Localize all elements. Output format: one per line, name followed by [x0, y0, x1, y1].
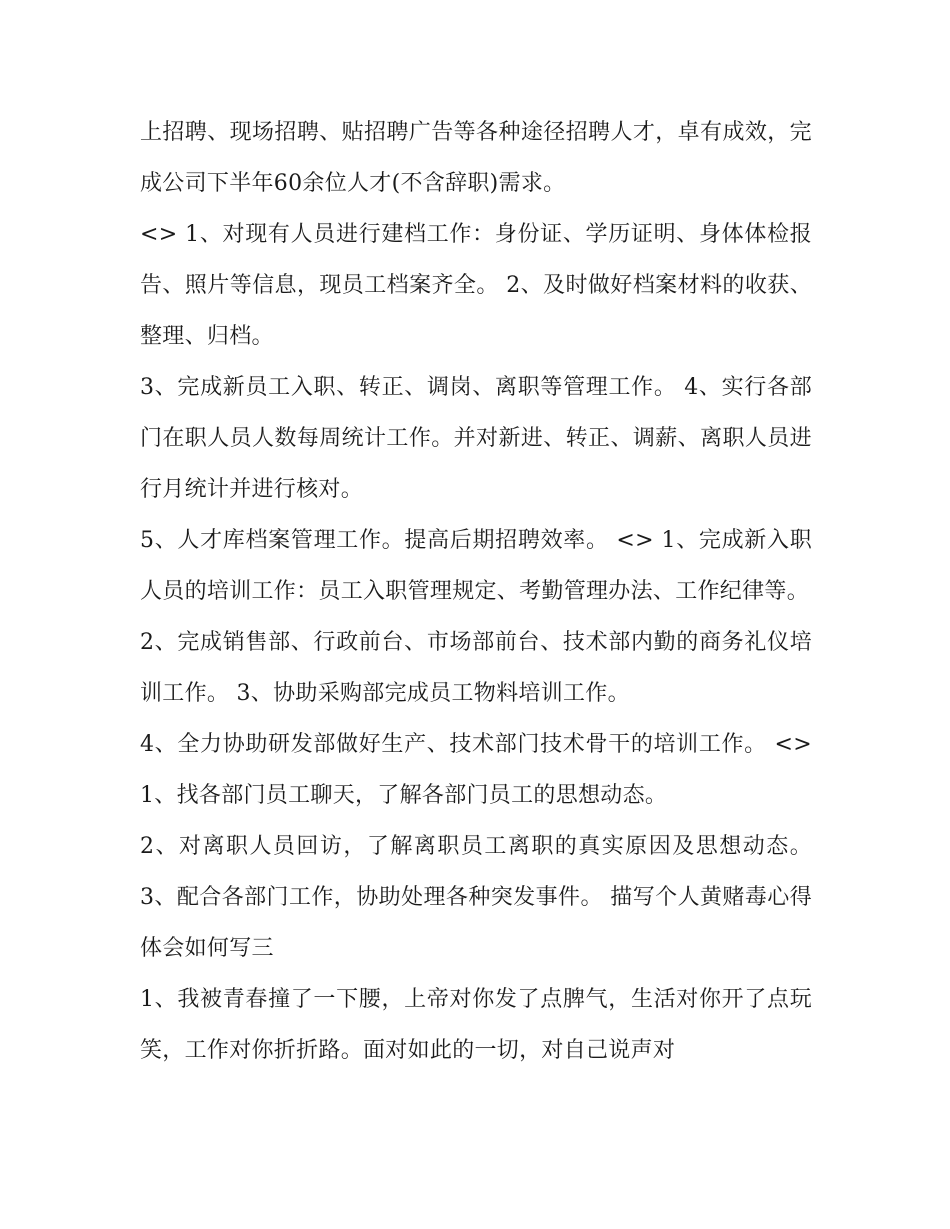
- paragraph-exit-interview: 2、对离职人员回访，了解离职员工离职的真实原因及思想动态。 3、配合各部门工作，协助处理各种突发事件。 描写个人黄赌毒心得体会如何写三: [140, 834, 812, 961]
- paragraph-staff-management: 3、完成新员工入职、转正、调岗、离职等管理工作。 4、实行各部门在职人员人数每周统计工作。并对新进、转正、调薪、离职人员进行月统计并进行核对。: [140, 375, 812, 502]
- paragraph-archive-work: <> 1、对现有人员进行建档工作：身份证、学历证明、身体体检报告、照片等信息，现员工档案齐全。 2、及时做好档案材料的收获、整理、归档。: [140, 222, 812, 349]
- paragraph-recruitment-results: 上招聘、现场招聘、贴招聘广告等各种途径招聘人才，卓有成效，完成公司下半年60余位人才(不含辞职)需求。: [140, 120, 812, 196]
- paragraph-talent-pool-training: 5、人才库档案管理工作。提高后期招聘效率。 <> 1、完成新入职人员的培训工作：员工入职管理规定、考勤管理办法、工作纪律等。: [140, 528, 812, 604]
- document-body: [140, 107, 812, 1076]
- paragraph-rd-training-communication: 4、全力协助研发部做好生产、技术部门技术骨干的培训工作。 <> 1、找各部门员工聊天，了解各部门员工的思想动态。: [140, 732, 812, 808]
- paragraph-reflection: 1、我被青春撞了一下腰，上帝对你发了点脾气，生活对你开了点玩笑，工作对你折折路。面对如此的一切，对自己说声对: [140, 987, 812, 1063]
- paragraph-etiquette-training: 2、完成销售部、行政前台、市场部前台、技术部内勤的商务礼仪培训工作。 3、协助采购部完成员工物料培训工作。: [140, 630, 812, 706]
